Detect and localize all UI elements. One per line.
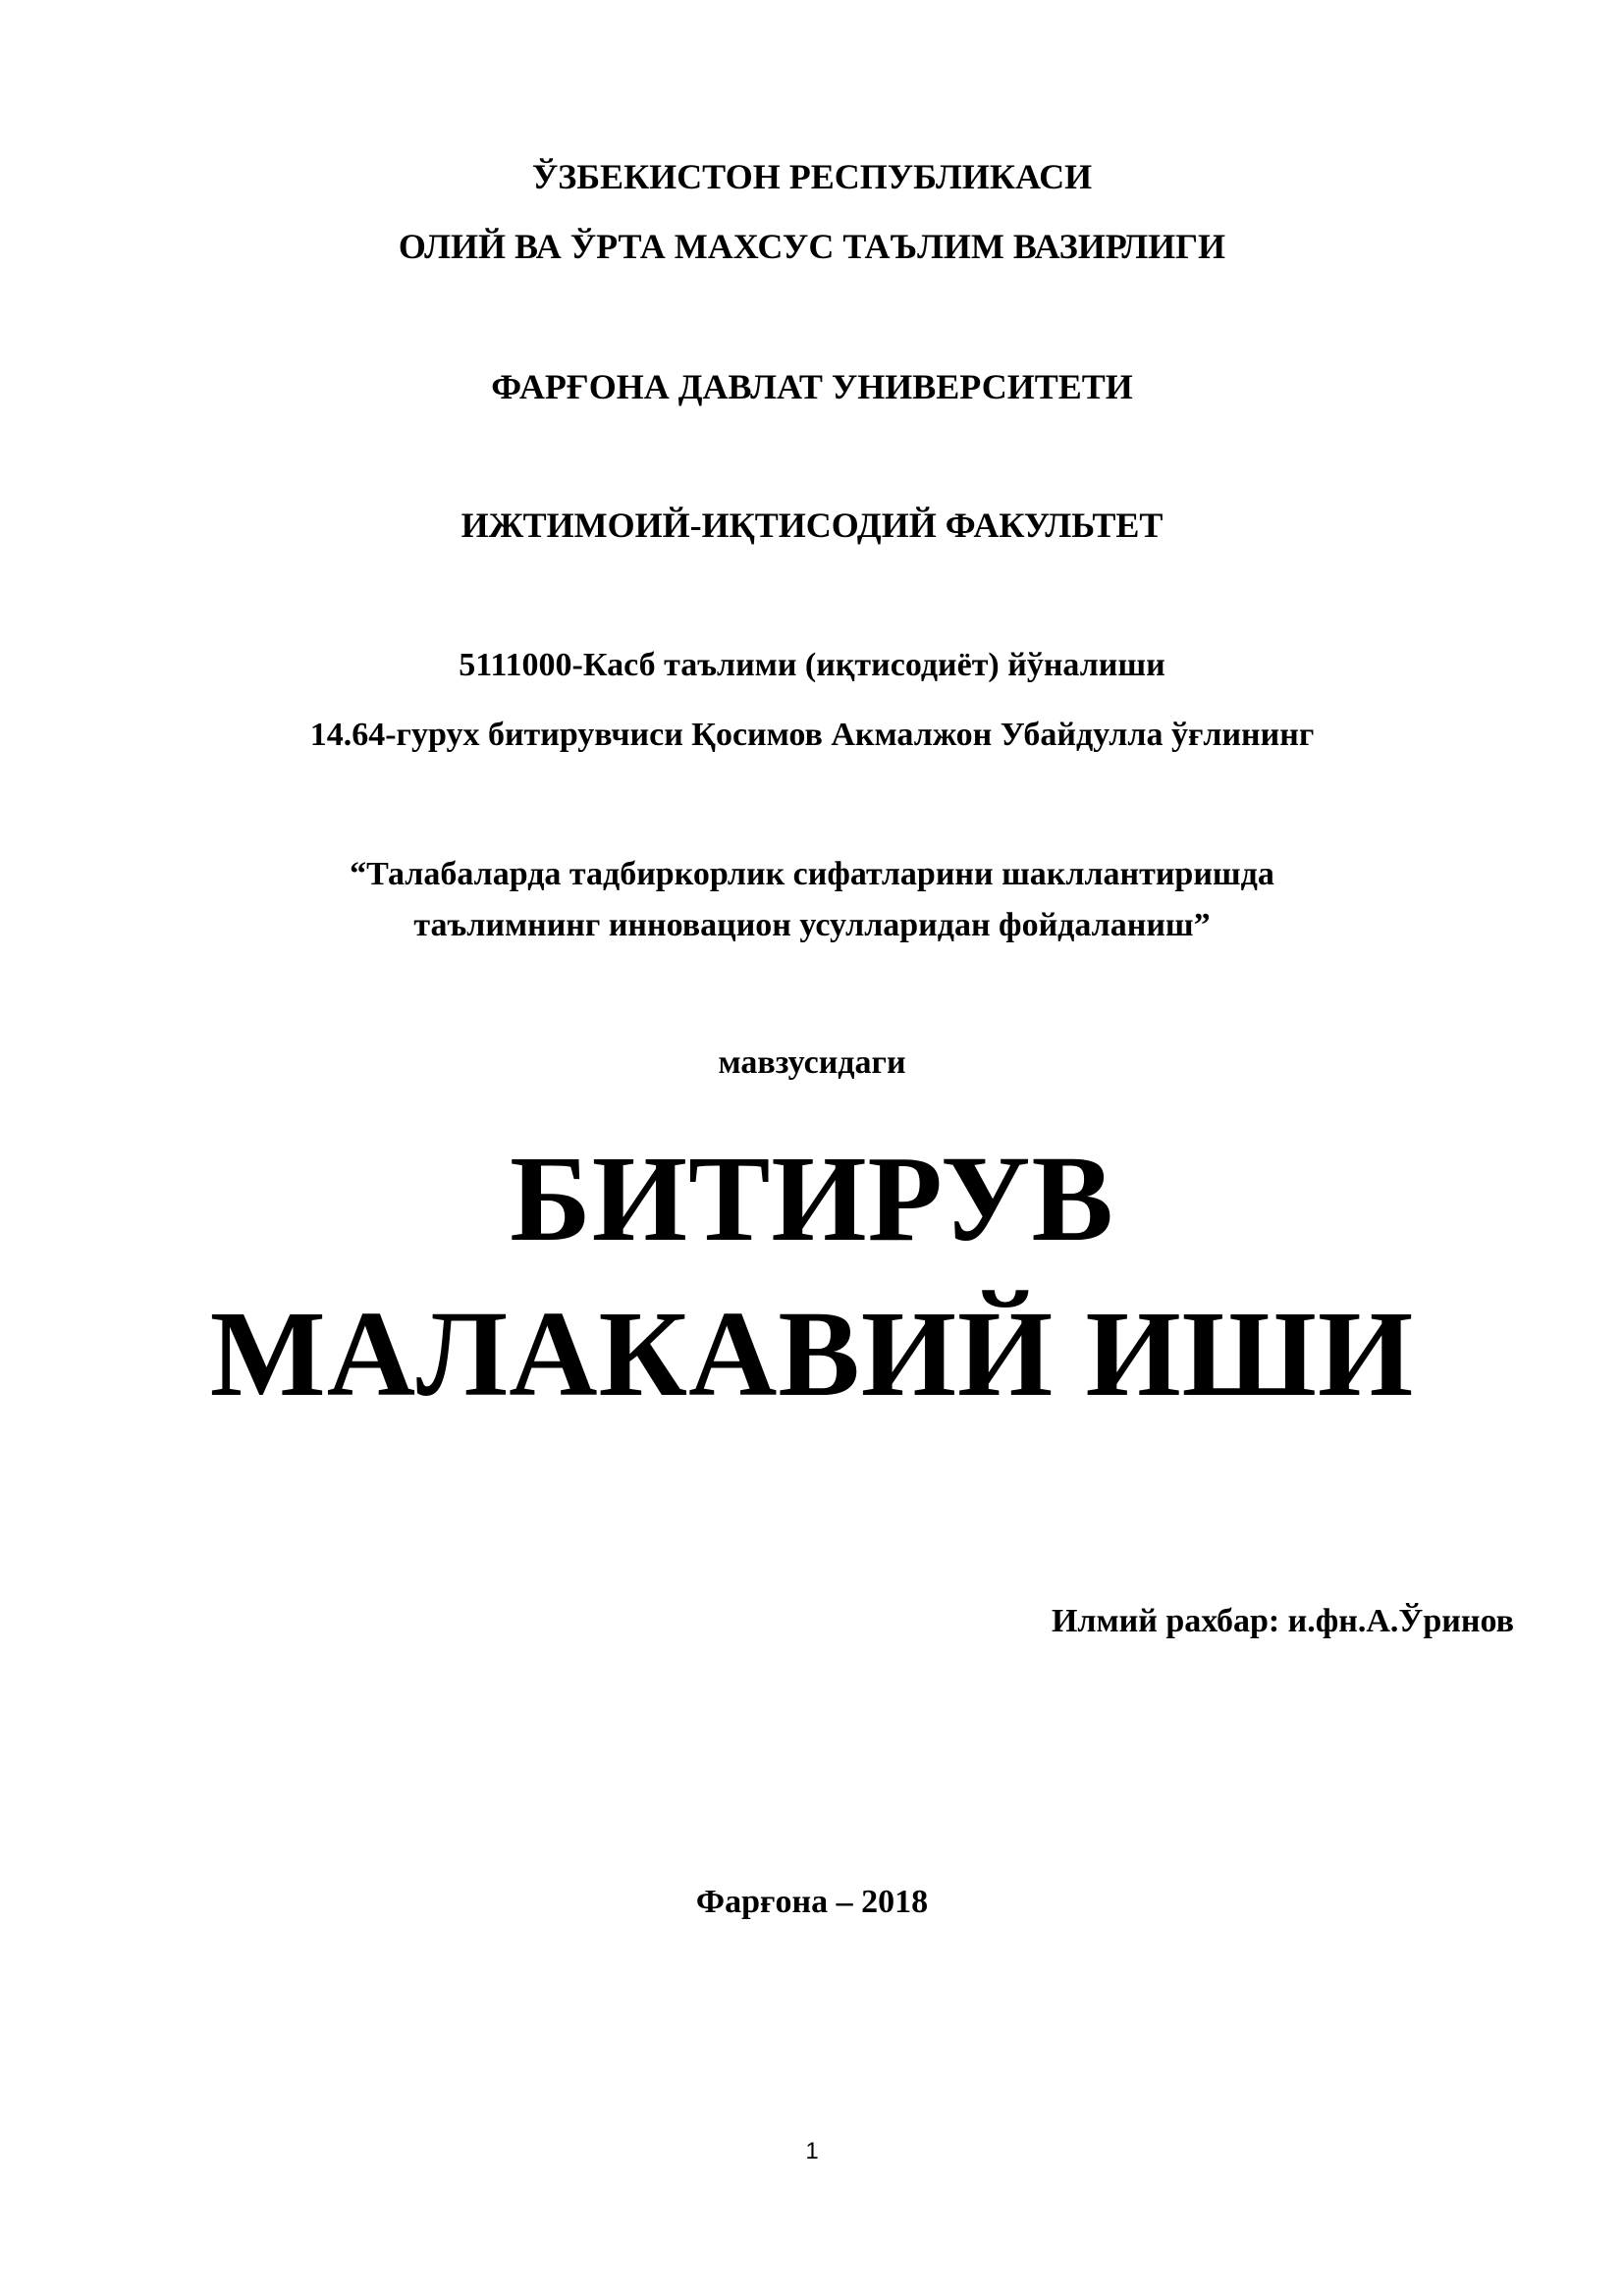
work-title-line-1: БИТИРУВ [510,1132,1114,1267]
topic-suffix: мавзусидаги [718,1044,906,1081]
study-direction: 5111000-Касб таълими (иқтисодиёт) йўналиши [459,647,1165,683]
supervisor: Илмий рахбар: и.фн.А.Ўринов [1051,1603,1514,1639]
faculty-name: ИЖТИМОИЙ-ИҚТИСОДИЙ ФАКУЛЬТЕТ [460,506,1164,545]
topic-line-1: “Талабаларда тадбиркорлик сифатларини шакллантиришда [350,856,1274,892]
topic-line-2: таълимнинг инновацион усулларидан фойдаланиш” [413,907,1211,943]
page-number: 1 [805,2138,819,2164]
work-title-line-2: МАЛАКАВИЙ ИШИ [209,1287,1415,1422]
place-year: Фарғона – 2018 [695,1884,929,1920]
university-name: ФАРҒОНА ДАВЛАТ УНИВЕРСИТЕТИ [491,367,1133,406]
ministry-name: ОЛИЙ ВА ЎРТА МАХСУС ТАЪЛИМ ВАЗИРЛИГИ [398,227,1226,266]
republic-name: ЎЗБЕКИСТОН РЕСПУБЛИКАСИ [531,157,1093,196]
student-group-line: 14.64-гурух битирувчиси Қосимов Акмалжон Убайдулла ўғлининг [309,717,1315,753]
